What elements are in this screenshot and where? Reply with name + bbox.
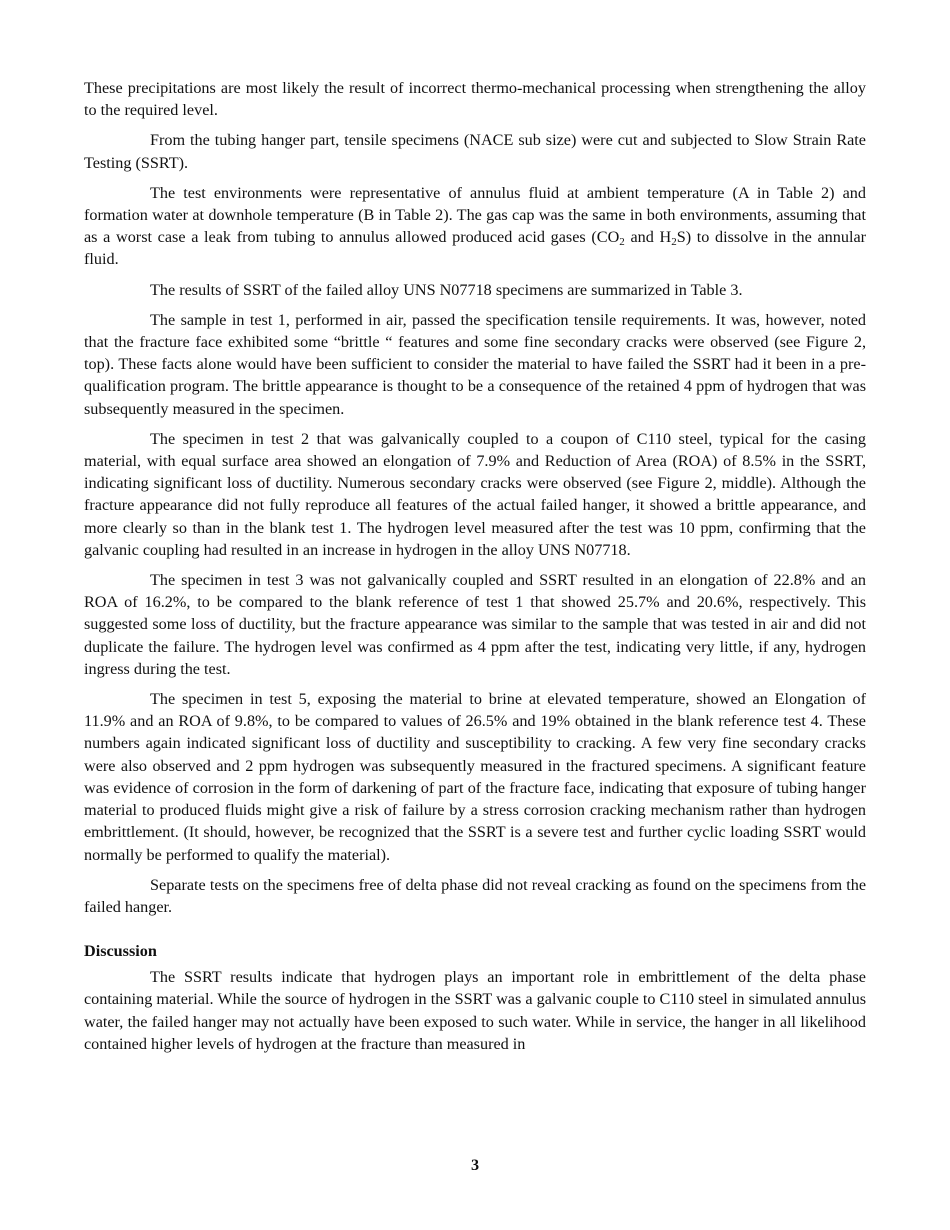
paragraph-tensile-specimens: From the tubing hanger part, tensile specimens (NACE sub size) were cut and subjected to Slow Strain Rate Testing (SSRT). [84, 131, 866, 172]
paragraph-test-3: The specimen in test 3 was not galvanically coupled and SSRT resulted in an elongation of 22.8% and an ROA of 16.2%, to be compared to the blank reference of test 1 that showed 25.7% and 20.6%, respectively. This suggested some loss of ductility, but the fracture appearance was similar to the sample that was tested in air and did not duplicate the failure. The hydrogen level was confirmed as 4 ppm after the test, indicating very little, if any, hydrogen ingress during the test. [84, 571, 866, 678]
paragraph-delta-phase: Separate tests on the specimens free of delta phase did not reveal cracking as found on the specimens from the failed hanger. [84, 875, 866, 916]
paragraph-discussion: The SSRT results indicate that hydrogen plays an important role in embrittlement of the delta phase containing material. While the source of hydrogen in the SSRT was a galvanic couple to C110 steel in simulated annulus water, the failed hanger may not actually have been exposed to such water. While in service, the hanger in all likelihood contained higher levels of hydrogen at the fracture than measured in [84, 968, 866, 1053]
paragraph-results-summary: The results of SSRT of the failed alloy UNS N07718 specimens are summarized in Table 3. [150, 280, 743, 299]
paragraph-test-1: The sample in test 1, performed in air, passed the specification tensile requirements. It was, however, noted that the fracture face exhibited some “brittle “ features and some fine secondary cracks were observed (see Figure 2, top). These facts alone would have been sufficient to consider the material to have failed the SSRT had it been in a pre-qualification program. The brittle appearance is thought to be a consequence of the retained 4 ppm of hydrogen that was subsequently measured in the specimen. [84, 310, 866, 418]
paragraph-test-environments-part-a: The test environments were representative of annulus fluid at ambient temperature (A in Table 2) and formation water at downhole temperature (B in Table 2). The gas cap was the same in both environments, assuming that as a worst case a leak from tubing to annulus allowed produced acid gases (CO [84, 183, 866, 247]
paragraph-test-2: The specimen in test 2 that was galvanically coupled to a coupon of C110 steel, typical for the casing material, with equal surface area showed an elongation of 7.9% and Reduction of Area (ROA) of 8.5% in the SSRT, indicating significant loss of ductility. Numerous secondary cracks were observed (see Figure 2, middle). Although the fracture appearance did not fully reproduce all features of the actual failed hanger, it showed a brittle appearance, and more clearly so than in the blank test 1. The hydrogen level measured after the test was 10 ppm, confirming that the galvanic coupling had resulted in an increase in hydrogen in the alloy UNS N07718. [84, 429, 866, 559]
paragraph-test-environments [84, 182, 866, 271]
discussion-heading: Discussion [84, 942, 157, 961]
page-body [84, 77, 866, 1063]
paragraph-test-environments-part-b: and H [624, 228, 672, 247]
page-number: 3 [470, 1156, 480, 1174]
paragraph-test-5: The specimen in test 5, exposing the material to brine at elevated temperature, showed an Elongation of 11.9% and an ROA of 9.8%, to be compared to values of 26.5% and 19% obtained in the blank reference test 4. These numbers again indicated significant loss of ductility and susceptibility to cracking. A few very fine secondary cracks were also observed and 2 ppm hydrogen was subsequently measured in the fractured specimens. A significant feature was evidence of corrosion in the form of darkening of part of the fracture face, indicating that exposure of tubing hanger material to produced fluids might give a risk of failure by a stress corrosion cracking mechanism rather than hydrogen embrittlement. (It should, however, be recognized that the SSRT is a severe test and further cyclic loading SSRT would normally be performed to qualify the material). [84, 690, 866, 864]
h2s-subscript: 2 [671, 236, 677, 249]
paragraph-test-environments-part-c: S) to dissolve in the annular fluid. [84, 228, 867, 269]
co2-subscript: 2 [619, 236, 625, 249]
paragraph-precipitations: These precipitations are most likely the result of incorrect thermo-mechanical processing when strengthening the alloy to the required level. [84, 79, 866, 120]
